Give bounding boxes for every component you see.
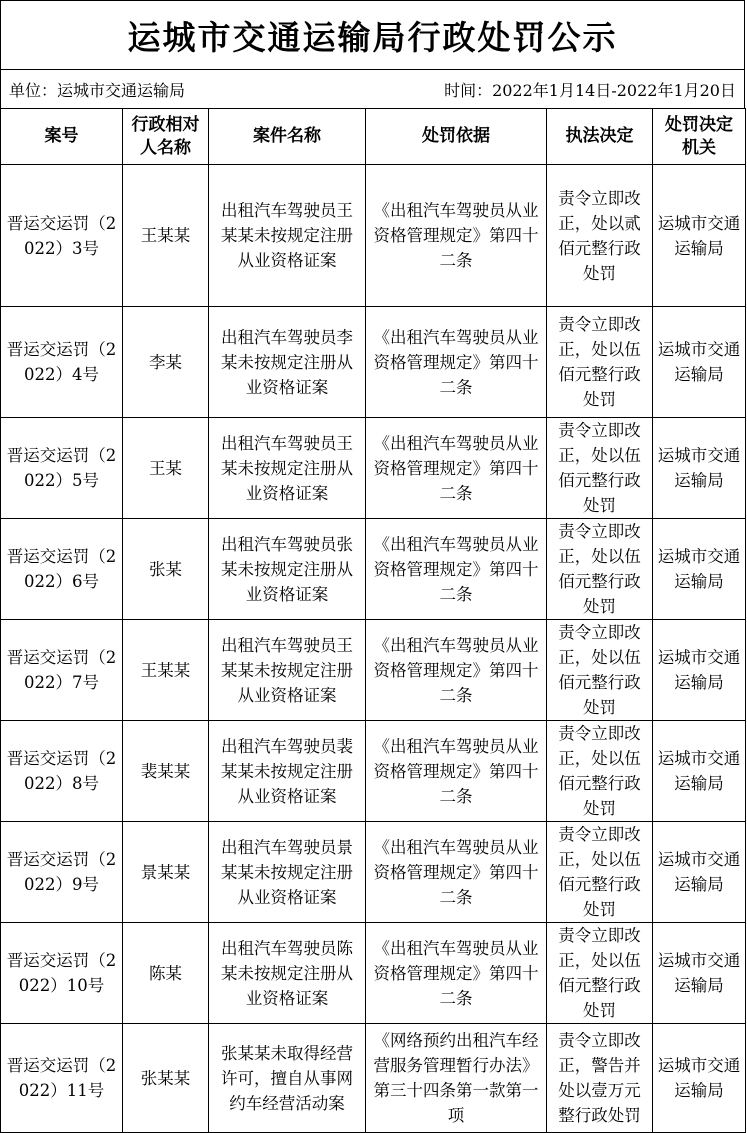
table-row [1,620,746,721]
header-decision: 执法决定 [547,109,653,165]
cell-party: 李某 [123,307,209,418]
cell-party: 张某某 [123,1024,209,1133]
cell-authority: 运城市交通运输局 [653,822,746,923]
cell-basis: 《出租汽车驾驶员从业资格管理规定》第四十二条 [366,307,547,418]
table-row [1,923,746,1024]
cell-decision: 责令立即改正，处以伍佰元整行政处罚 [547,307,653,418]
cell-case-no: 晋运交运罚（2022）7号 [1,620,123,721]
header-party: 行政相对人名称 [123,109,209,165]
cell-authority: 运城市交通运输局 [653,307,746,418]
cell-authority: 运城市交通运输局 [653,923,746,1024]
cell-case-no: 晋运交运罚（2022）4号 [1,307,123,418]
cell-basis: 《出租汽车驾驶员从业资格管理规定》第四十二条 [366,519,547,620]
cell-case-name: 出租汽车驾驶员王某某未按规定注册从业资格证案 [209,165,366,307]
cell-decision: 责令立即改正，处以伍佰元整行政处罚 [547,620,653,721]
table-header-row [1,109,746,165]
unit-label: 单位：运城市交通运输局 [9,80,186,100]
cell-authority: 运城市交通运输局 [653,620,746,721]
cell-case-name: 出租汽车驾驶员裴某某未按规定注册从业资格证案 [209,721,366,822]
cell-decision: 责令立即改正，处以贰佰元整行政处罚 [547,165,653,307]
cell-case-no: 晋运交运罚（2022）9号 [1,822,123,923]
table-row [1,418,746,519]
cell-case-no: 晋运交运罚（2022）3号 [1,165,123,307]
cell-decision: 责令立即改正，处以伍佰元整行政处罚 [547,822,653,923]
cell-authority: 运城市交通运输局 [653,418,746,519]
cell-case-name: 出租汽车驾驶员陈某未按规定注册从业资格证案 [209,923,366,1024]
time-range: 时间：2022年1月14日-2022年1月20日 [444,80,736,100]
cell-basis: 《出租汽车驾驶员从业资格管理规定》第四十二条 [366,923,547,1024]
cell-decision: 责令立即改正，处以伍佰元整行政处罚 [547,721,653,822]
meta-bar [0,70,745,108]
cell-party: 王某某 [123,165,209,307]
header-basis: 处罚依据 [366,109,547,165]
header-case-no: 案号 [1,109,123,165]
cell-basis: 《网络预约出租汽车经营服务管理暂行办法》第三十四条第一款第一项 [366,1024,547,1133]
penalty-table [0,108,746,1133]
cell-case-name: 出租汽车驾驶员王某未按规定注册从业资格证案 [209,418,366,519]
cell-case-name: 出租汽车驾驶员景某某未按规定注册从业资格证案 [209,822,366,923]
cell-case-no: 晋运交运罚（2022）8号 [1,721,123,822]
table-row [1,519,746,620]
table-row [1,165,746,307]
cell-party: 王某某 [123,620,209,721]
cell-authority: 运城市交通运输局 [653,519,746,620]
header-authority: 处罚决定机关 [653,109,746,165]
cell-decision: 责令立即改正，处以伍佰元整行政处罚 [547,923,653,1024]
cell-basis: 《出租汽车驾驶员从业资格管理规定》第四十二条 [366,721,547,822]
cell-basis: 《出租汽车驾驶员从业资格管理规定》第四十二条 [366,822,547,923]
cell-case-no: 晋运交运罚（2022）6号 [1,519,123,620]
cell-case-no: 晋运交运罚（2022）11号 [1,1024,123,1133]
cell-party: 景某某 [123,822,209,923]
cell-decision: 责令立即改正，警告并处以壹万元整行政处罚 [547,1024,653,1133]
cell-basis: 《出租汽车驾驶员从业资格管理规定》第四十二条 [366,165,547,307]
cell-party: 张某 [123,519,209,620]
cell-authority: 运城市交通运输局 [653,165,746,307]
cell-case-name: 出租汽车驾驶员王某某未按规定注册从业资格证案 [209,620,366,721]
cell-case-no: 晋运交运罚（2022）10号 [1,923,123,1024]
cell-authority: 运城市交通运输局 [653,1024,746,1133]
cell-basis: 《出租汽车驾驶员从业资格管理规定》第四十二条 [366,418,547,519]
table-row [1,307,746,418]
cell-decision: 责令立即改正，处以伍佰元整行政处罚 [547,519,653,620]
table-row [1,721,746,822]
cell-authority: 运城市交通运输局 [653,721,746,822]
table-row [1,822,746,923]
page-title: 运城市交通运输局行政处罚公示 [0,0,745,70]
cell-case-name: 出租汽车驾驶员张某未按规定注册从业资格证案 [209,519,366,620]
table-row [1,1024,746,1133]
cell-party: 王某 [123,418,209,519]
cell-decision: 责令立即改正，处以伍佰元整行政处罚 [547,418,653,519]
header-case-name: 案件名称 [209,109,366,165]
cell-case-no: 晋运交运罚（2022）5号 [1,418,123,519]
cell-case-name: 张某某未取得经营许可，擅自从事网约车经营活动案 [209,1024,366,1133]
cell-basis: 《出租汽车驾驶员从业资格管理规定》第四十二条 [366,620,547,721]
cell-case-name: 出租汽车驾驶员李某未按规定注册从业资格证案 [209,307,366,418]
cell-party: 陈某 [123,923,209,1024]
cell-party: 裴某某 [123,721,209,822]
